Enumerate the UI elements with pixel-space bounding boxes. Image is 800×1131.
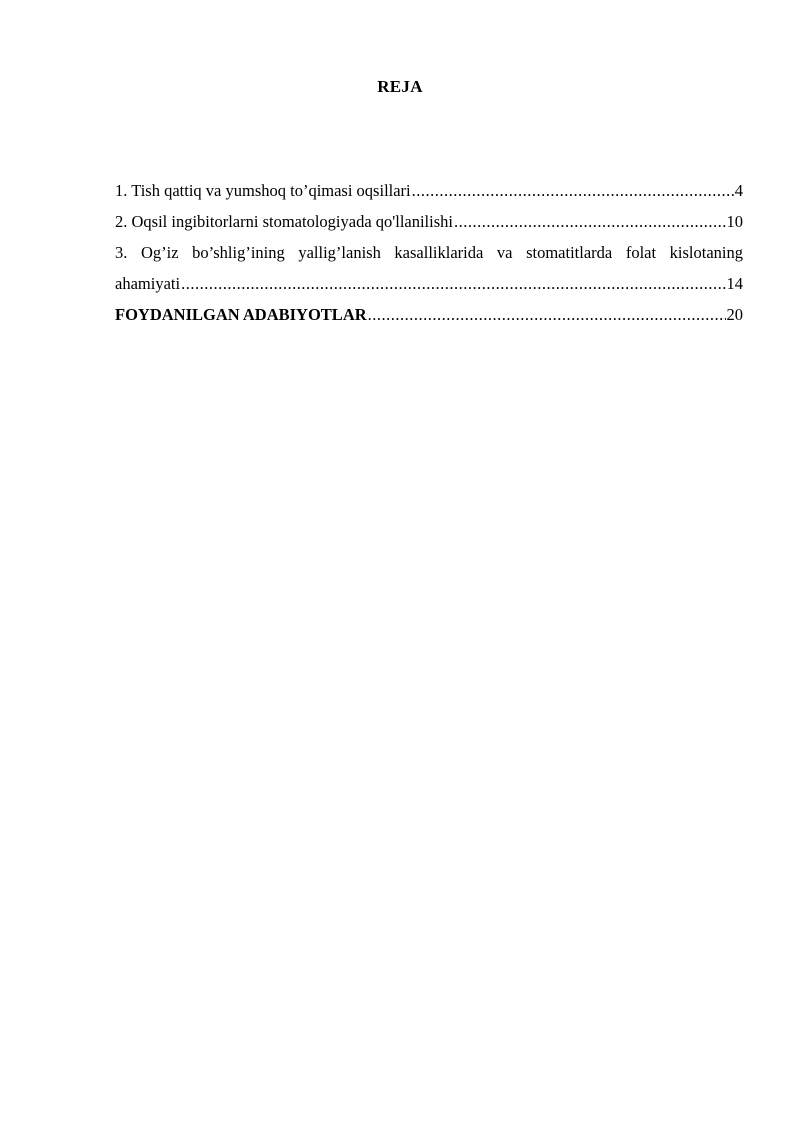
- toc-page-number: 10: [726, 212, 743, 231]
- toc-page-number: 20: [726, 305, 743, 324]
- toc-entry-label: FOYDANILGAN ADABIYOTLAR: [115, 305, 367, 324]
- toc-entry-label: 2. Oqsil ingibitorlarni stomatologiyada qo'llanilishi: [115, 212, 453, 231]
- toc-entry-3-continuation: [115, 268, 743, 299]
- table-of-contents: [115, 175, 743, 330]
- toc-leader-dots: [368, 299, 726, 330]
- toc-entry-2[interactable]: [115, 206, 743, 237]
- toc-entry-label: 1. Tish qattiq va yumshoq to’qimasi oqsillari: [115, 181, 411, 200]
- toc-page-number: 4: [734, 181, 743, 200]
- toc-page-number: 14: [726, 274, 743, 293]
- toc-entry-label-line1: 3. Og’iz bo’shlig’ining yallig’lanish kasalliklarida va stomatitlarda folat kislotaning: [115, 243, 743, 262]
- toc-entry-label-line2: ahamiyati: [115, 274, 181, 293]
- toc-entry-3[interactable]: [115, 237, 743, 299]
- toc-entry-1[interactable]: [115, 175, 743, 206]
- toc-entry-4[interactable]: [115, 299, 743, 330]
- toc-leader-dots: [181, 268, 725, 299]
- page-title: REJA: [377, 77, 423, 96]
- toc-leader-dots: [412, 175, 734, 206]
- toc-leader-dots: [454, 206, 726, 237]
